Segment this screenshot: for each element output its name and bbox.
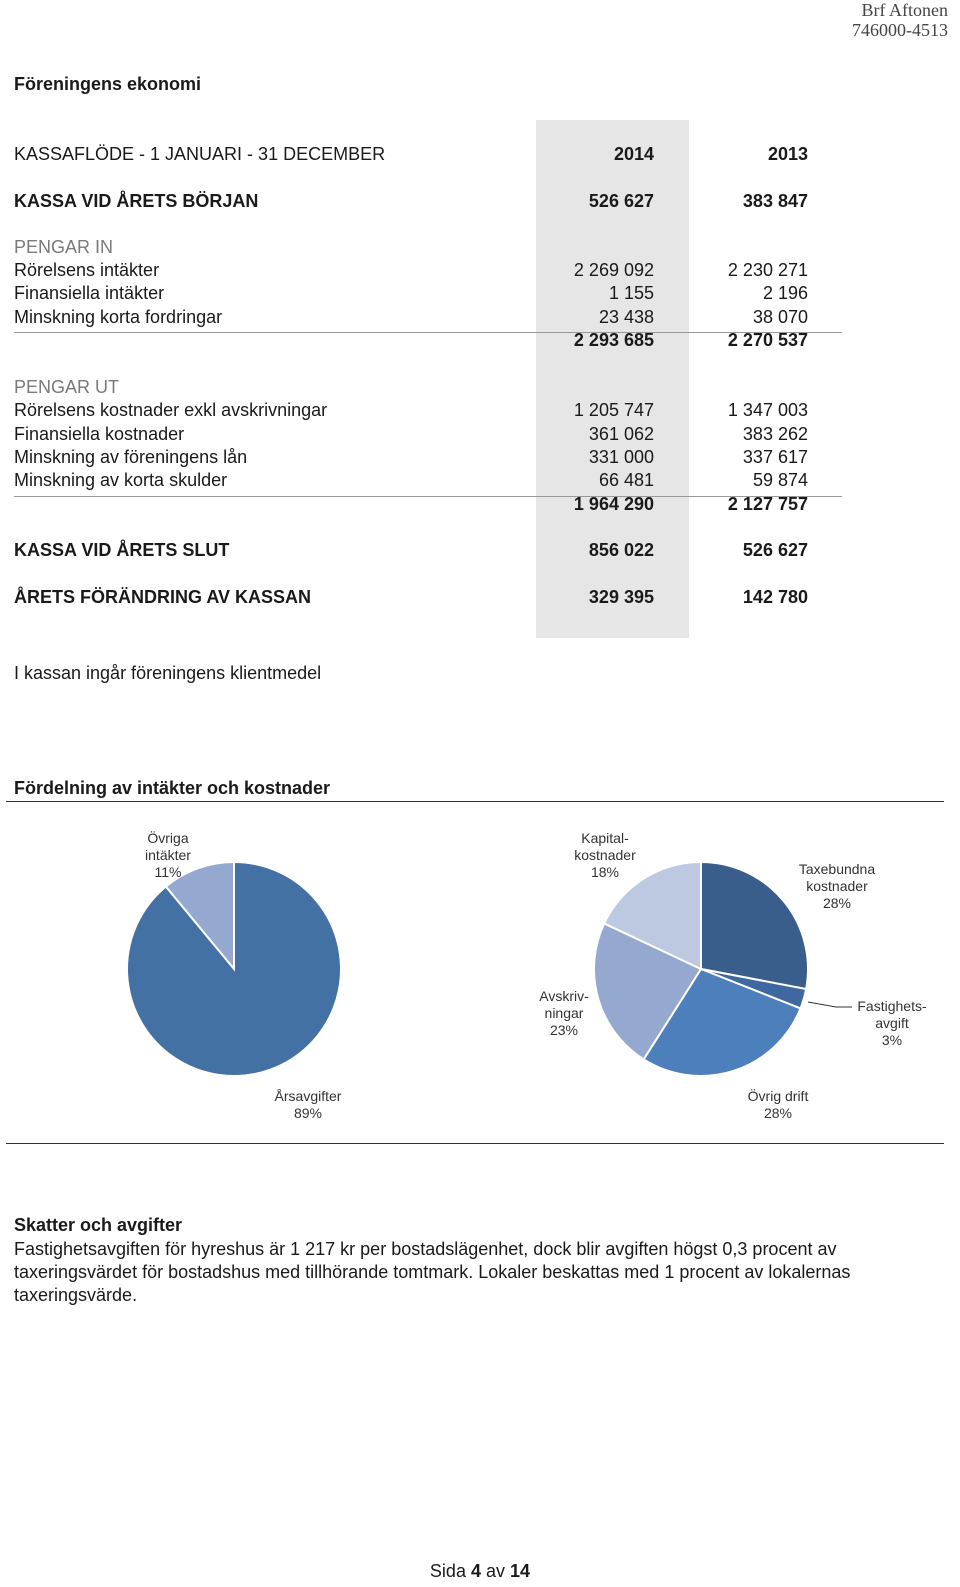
label-line: Fastighets- [857, 998, 927, 1014]
row-label: Rörelsens kostnader exkl avskrivningar [14, 400, 328, 420]
label-line: Taxebundna [798, 861, 876, 877]
pie-label-avskrivningar [528, 988, 600, 1039]
value-2013: 2 196 [762, 283, 808, 303]
value-2014: 526 627 [588, 191, 654, 211]
row-label: ÅRETS FÖRÄNDRING AV KASSAN [14, 587, 312, 607]
footer-prefix: Sida [429, 1561, 466, 1581]
label-percent: 28% [822, 895, 852, 911]
row-label: Minskning av föreningens lån [14, 447, 248, 467]
label-percent: 89% [293, 1105, 323, 1121]
row-label: Finansiella intäkter [14, 283, 165, 303]
value-2013: 2 270 537 [727, 330, 808, 350]
group-heading: PENGAR UT [14, 377, 120, 397]
label-percent: 11% [154, 864, 182, 880]
distribution-title: Fördelning av intäkter och kostnader [14, 778, 331, 798]
pie-label-ovriga-intakter [128, 830, 208, 881]
label-line: Övriga [147, 830, 189, 846]
income-pie [127, 862, 341, 1076]
value-2014: 1 155 [608, 283, 654, 303]
org-name: Brf Aftonen [861, 0, 948, 20]
col-2014-header: 2014 [613, 144, 654, 164]
value-2013: 337 617 [742, 447, 808, 467]
value-2013: 38 070 [752, 307, 808, 327]
value-2013: 526 627 [742, 540, 808, 560]
value-2014: 331 000 [588, 447, 654, 467]
row-label: Minskning korta fordringar [14, 307, 223, 327]
pie-label-taxebundna [782, 861, 892, 912]
taxes-title: Skatter och avgifter [14, 1215, 183, 1235]
pie-label-kapitalkostnader [560, 830, 650, 881]
value-2014: 361 062 [588, 424, 654, 444]
client-funds-note: I kassan ingår föreningens klientmedel [14, 663, 322, 683]
label-line: Avskriv- [539, 988, 589, 1004]
value-2014: 1 205 747 [573, 400, 654, 420]
row-label: Rörelsens intäkter [14, 260, 160, 280]
row-label: Finansiella kostnader [14, 424, 185, 444]
cashflow-title: KASSAFLÖDE - 1 JANUARI - 31 DECEMBER [14, 144, 386, 164]
label-line: kostnader [806, 878, 868, 894]
col-2013-header: 2013 [767, 144, 808, 164]
row-label: Minskning av korta skulder [14, 470, 228, 490]
value-2013: 383 847 [742, 191, 808, 211]
footer-page-total: 14 [510, 1561, 531, 1581]
footer-separator: av [486, 1561, 506, 1581]
label-line: kostnader [574, 847, 636, 863]
value-2013: 59 874 [752, 470, 808, 490]
label-percent: 23% [549, 1022, 579, 1038]
value-2014: 2 293 685 [573, 330, 654, 350]
footer-page-number: 4 [470, 1561, 481, 1581]
label-line: intäkter [145, 847, 191, 863]
page-footer [0, 1561, 960, 1582]
fastighetsavgift-leader-line [808, 1002, 852, 1007]
value-2013: 2 127 757 [727, 494, 808, 514]
label-line: Övrig drift [747, 1088, 809, 1104]
slice-arsavgifter [127, 862, 341, 1076]
section-title: Föreningens ekonomi [14, 74, 202, 94]
value-2013: 1 347 003 [727, 400, 808, 420]
group-heading: PENGAR IN [14, 237, 114, 257]
label-line: Årsavgifter [274, 1088, 342, 1104]
label-line: ningar [544, 1005, 584, 1021]
value-2014: 2 269 092 [573, 260, 654, 280]
value-2014: 23 438 [598, 307, 654, 327]
pie-label-ovrig-drift [728, 1088, 828, 1122]
label-percent: 28% [763, 1105, 793, 1121]
label-line: avgift [875, 1015, 909, 1031]
value-2013: 2 230 271 [727, 260, 808, 280]
row-label: KASSA VID ÅRETS SLUT [14, 540, 230, 560]
value-2014: 329 395 [588, 587, 654, 607]
label-line: Kapital- [581, 830, 629, 846]
value-2013: 383 262 [742, 424, 808, 444]
org-number: 746000-4513 [852, 20, 948, 40]
distribution-bottom-rule [6, 1143, 944, 1144]
cost-pie [594, 862, 808, 1076]
value-2013: 142 780 [742, 587, 808, 607]
row-label: KASSA VID ÅRETS BÖRJAN [14, 191, 259, 211]
value-2014: 856 022 [588, 540, 654, 560]
pie-label-fastighetsavgift [852, 998, 932, 1049]
taxes-text: Fastighetsavgiften för hyreshus är 1 217 kr per bostadslägenhet, dock blir avgiften högst 0,3 procent av taxeringsvärdet för bostadshus med tillhörande tomtmark. Lokaler beskattas med 1 procent av lokalernas taxeringsvärde. [14, 1239, 851, 1305]
label-percent: 3% [881, 1032, 903, 1048]
label-percent: 18% [590, 864, 620, 880]
pie-label-arsavgifter [258, 1088, 358, 1122]
value-2014: 66 481 [598, 470, 654, 490]
value-2014: 1 964 290 [573, 494, 654, 514]
